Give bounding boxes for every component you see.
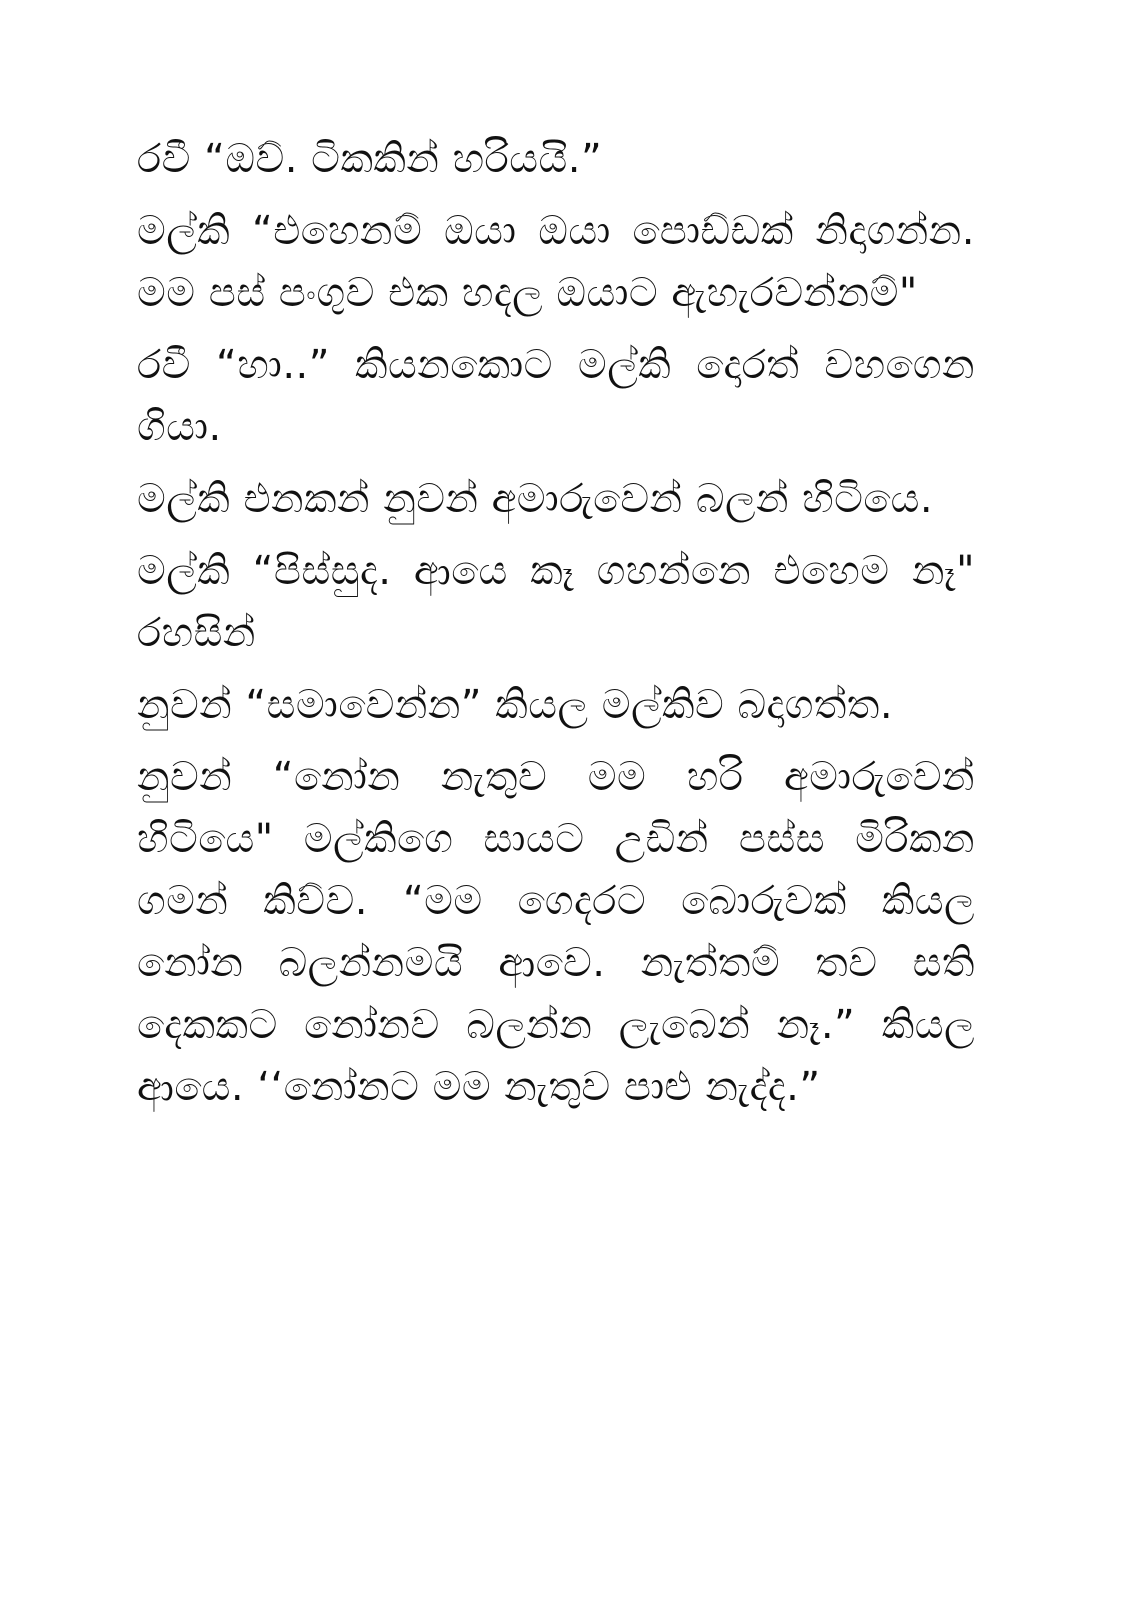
paragraph: මල්කි “එහෙනම් ඔයා ඔයා පොඩ්ඩක් නිදාගන්න. මම පස් පංගුව එක හදල ඔයාට ඇහැරවන්නම්" xyxy=(137,208,975,316)
paragraph: නුවන් “සමාවෙන්න” කියල මල්කිව බදාගත්ත. xyxy=(137,682,894,728)
paragraph: මල්කි “පිස්සුද. ආයෙ කෑ ගහන්නෙ එහෙම නෑ" රහසින් xyxy=(137,548,975,656)
paragraph: මල්කි එනකන් නුවන් අමාරුවෙන් බලන් හිටියෙ. xyxy=(137,476,934,522)
paragraph: රවී “හා..” කියනකොට මල්කි දොරත් වහගෙන ගියා. xyxy=(137,342,975,450)
paragraph: නුවන් “නෝන නැතුව මම හරි අමාරුවෙන් හිටියෙ" මල්කිගෙ සායට උඩින් පස්ස මිරිකන ගමන් කිව්ව. “මම ගෙදරට බොරුවක් කියල නෝන බලන්නමයි ආවෙ. නැත්තම් තව සති දෙකකට නෝනව බලන්න ලැබෙන් නෑ.” කියල ආයෙ. ‘‘නෝනට මම නැතුව පාළු නැද්ද.” xyxy=(137,754,975,1110)
paragraph: රවී “ඔව්. ටිකකින් හරියයි.” xyxy=(137,136,603,182)
body-text xyxy=(137,128,975,1128)
